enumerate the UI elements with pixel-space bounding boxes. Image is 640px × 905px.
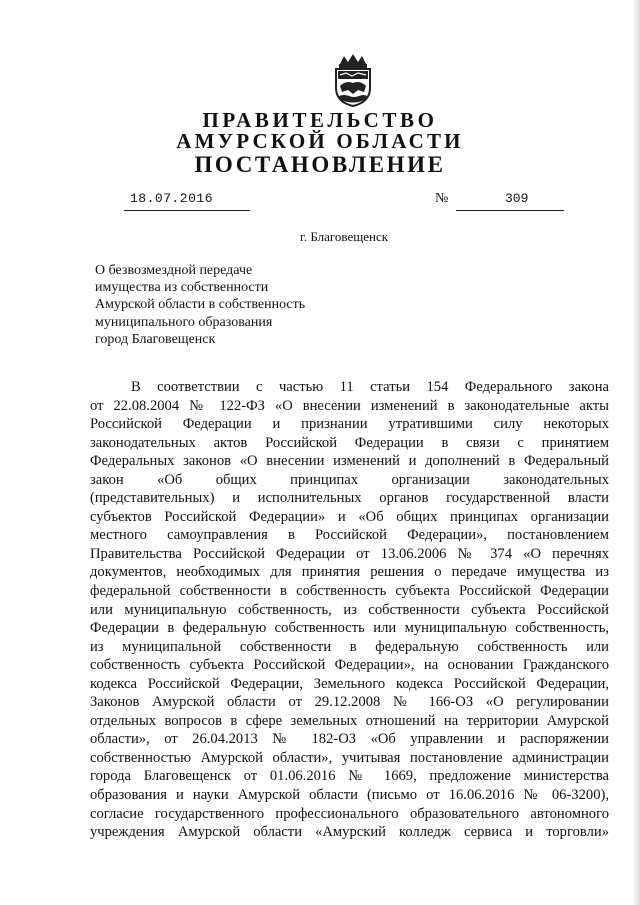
document-body — [90, 378, 609, 842]
body-line: документов, необходимых для принятия решения о передаче имущества из — [90, 564, 609, 581]
body-line: города Благовещенск от 01.06.2016 № 1669, предложение министерства — [90, 768, 609, 785]
date-underline — [124, 210, 250, 211]
subject-line: Амурской области в собственность — [95, 297, 306, 313]
number-underline — [456, 210, 564, 211]
body-line: Правительства Российской Федерации от 13.06.2006 № 374 «О перечнях — [90, 545, 609, 562]
government-title-line2: АМУРСКОЙ ОБЛАСТИ — [176, 129, 464, 153]
body-line: собственностью Амурской области», учитывая постановление администрации — [90, 749, 609, 766]
body-line: собственность субъекта Российской Федерации», на основании Гражданского — [90, 657, 609, 674]
body-line: В соответствии с частью 11 статьи 154 Федерального закона — [131, 379, 609, 395]
body-line: федеральной собственности в собственность субъекта Российской Федерации — [90, 583, 609, 600]
number-sign: № — [435, 191, 449, 206]
body-line: Федерации в федеральную собственность или муниципальную собственность, — [90, 620, 609, 637]
document-date: 18.07.2016 — [130, 191, 214, 206]
body-line: учреждения Амурской области «Амурский колледж сервиса и торговли» — [90, 824, 609, 841]
document-subject — [95, 262, 395, 348]
body-line: закон «Об общих принципах организации законодательных — [90, 471, 609, 488]
body-line: Федеральных законов «О внесении изменений и дополнений в Федеральный — [90, 453, 609, 470]
body-line: местного самоуправления в Российской Федерации», постановлением — [90, 527, 609, 544]
body-line: области», от 26.04.2013 № 182-ОЗ «Об управлении и распоряжении — [90, 731, 609, 748]
city-label: г. Благовещенск — [299, 229, 389, 244]
amur-oblast-coat-of-arms-icon — [328, 52, 378, 108]
subject-line: город Благовещенск — [95, 331, 216, 347]
body-line: от 22.08.2004 № 122-ФЗ «О внесении изменений в законодательные акты — [90, 397, 609, 414]
body-line: отдельных вопросов в сфере земельных отношений на территории Амурской — [90, 712, 609, 729]
body-line: субъектов Российской Федерации» и «Об общих принципах организации — [90, 508, 609, 525]
body-line: кодекса Российской Федерации, Земельного кодекса Российской Федерации, — [90, 675, 609, 692]
body-line: Российской Федерации и признании утратившими силу некоторых — [90, 416, 609, 433]
body-line: образования и науки Амурской области (письмо от 16.06.2016 № 06-3200), — [90, 787, 609, 804]
body-line: или муниципальную собственность, из собственности субъекта Российской — [90, 601, 609, 618]
subject-line: муниципального образования — [95, 314, 273, 330]
document-number: 309 — [505, 191, 529, 206]
subject-line: О безвозмездной передаче — [95, 263, 253, 278]
body-line: согласие государственного профессионального образовательного автономного — [90, 805, 609, 822]
page-edge-shadow — [634, 0, 640, 905]
body-line: законодательных актов Российской Федерации в связи с принятием — [90, 434, 609, 451]
body-line: Законов Амурской области от 29.12.2008 № 166-ОЗ «О регулировании — [90, 694, 609, 711]
subject-line: имущества из собственности — [95, 280, 269, 296]
document-type-title: ПОСТАНОВЛЕНИЕ — [194, 152, 446, 177]
body-line: (представительных) и исполнительных органов государственной власти — [90, 490, 609, 507]
body-line: из муниципальной собственности в федеральную собственность или — [90, 638, 609, 655]
government-title-line1: ПРАВИТЕЛЬСТВО — [202, 108, 438, 132]
